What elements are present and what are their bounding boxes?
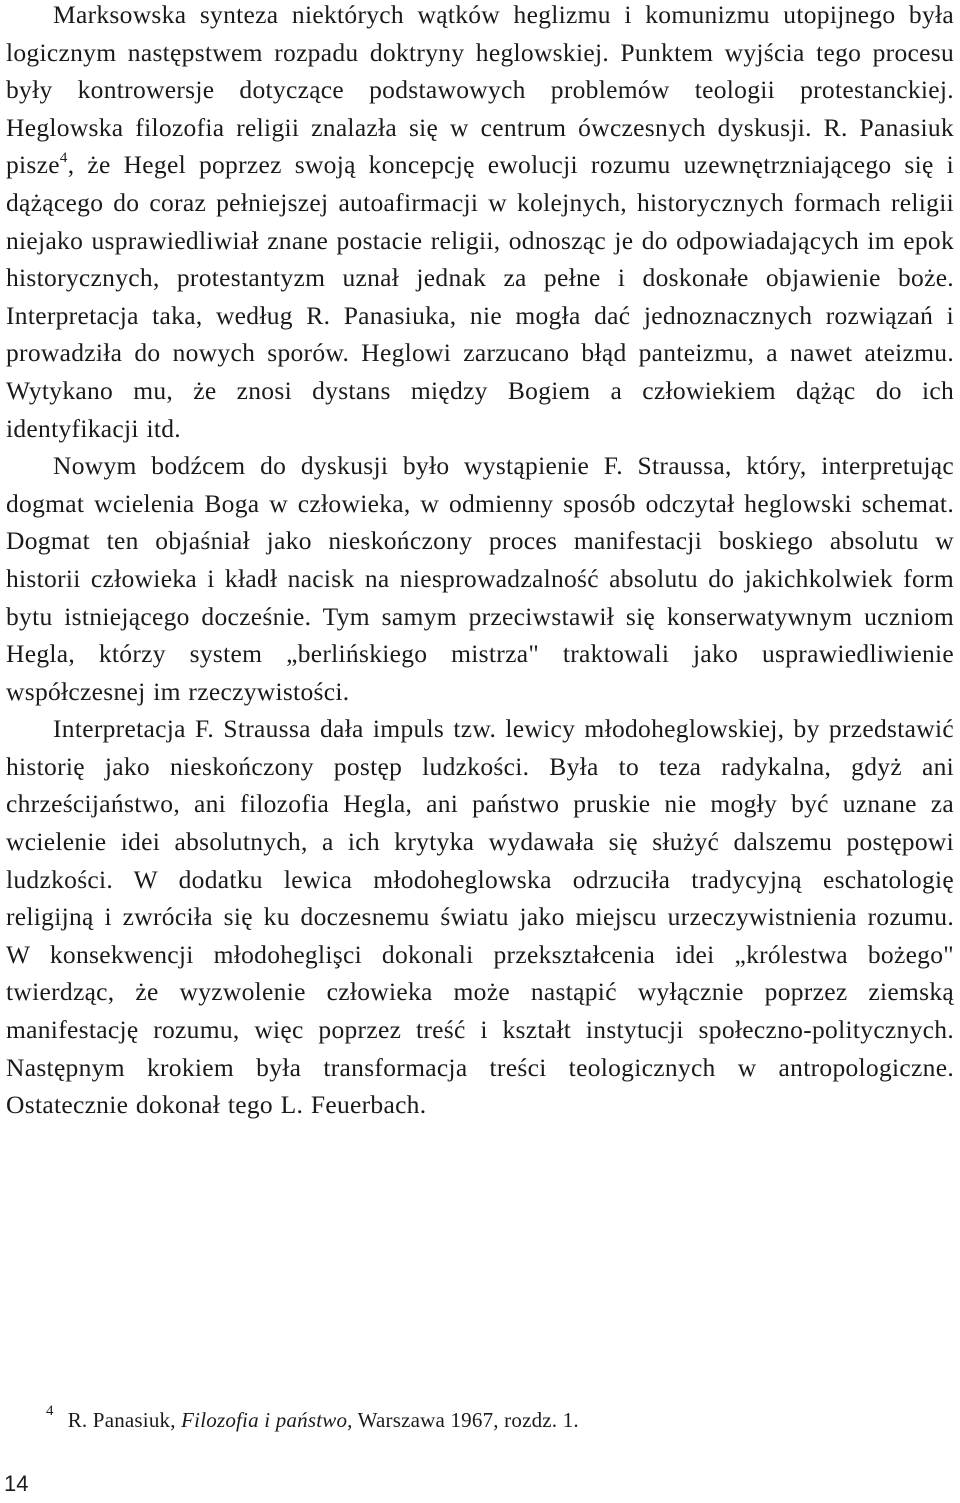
footnote <box>46 1400 946 1435</box>
footnote-title: Filozofia i państwo, <box>181 1408 353 1432</box>
paragraph-1 <box>6 0 954 447</box>
document-page <box>6 0 954 1124</box>
paragraph-3: Interpretacja F. Straussa dała impuls tzw. lewicy młodoheglowskiej, by przedstawić historię jako nieskończony postęp ludzkości. Była to teza radykalna, gdyż ani chrześcijaństwo, ani filozofia Hegla, ani państwo pruskie nie mogły być uznane za wcielenie idei absolutnych, a ich krytyka wydawała się służyć dalszemu postępowi ludzkości. W dodatku lewica młodoheglowska odrzuciła tradycyjną eschatologię religijną i zwróciła się ku doczesnemu światu jako miejscu urzeczywistnienia rozumu. W konsekwencji młodoheglişci dokonali przekształcenia idei „królestwa bożego" twierdząc, że wyzwolenie człowieka może nastąpić wyłącznie poprzez ziemską manifestację rozumu, więc poprzez treść i kształt instytucji społeczno-politycznych. Następnym krokiem była transformacja treści teologicznych w antropologiczne. Ostatecznie dokonał tego L. Feuerbach. <box>6 714 954 1120</box>
footnote-mark: 4 <box>46 1403 54 1419</box>
footnote-publication: Warszawa 1967, rozdz. 1. <box>357 1408 579 1432</box>
paragraph-1-text-a: Marksowska synteza niektórych wątków heglizmu i komunizmu utopijnego była logicznym następstwem rozpadu doktryny heglowskiej. Punktem wyjścia tego procesu były kontrowersje dotyczące podstawowych problemów teologii protestanckiej. Heglowska filozofia religii znalazła się w centrum ówczesnych dyskusji. R. Panasiuk pisze <box>6 0 954 180</box>
footnote-author: R. Panasiuk, <box>67 1408 176 1432</box>
paragraph-1-text-b: , że Hegel poprzez swoją koncepcję ewolucji rozumu uzewnętrzniającego się i dążącego do coraz pełniejszej autoafirmacji w kolejnych, historycznych formach religii niejako usprawiedliwiał znane postacie religii, odnosząc je do odpowiadających im epok historycznych, protestantyzm uznał jednak za pełne i doskonałe objawienie boże. Interpretacja taka, według R. Panasiuka, nie mogła dać jednoznacznych rozwiązań i prowadziła do nowych sporów. Heglowi zarzucano błąd panteizmu, a nawet ateizmu. Wytykano mu, że znosi dystans między Bogiem a człowiekiem dążąc do ich identyfikacji itd. <box>6 150 954 443</box>
footnote-reference[interactable]: 4 <box>59 149 68 166</box>
body-text <box>6 0 954 1124</box>
paragraph-2: Nowym bodźcem do dyskusji było wystąpienie F. Straussa, który, interpretując dogmat wcielenia Boga w człowieka, w odmienny sposób odczytał heglowski schemat. Dogmat ten objaśniał jako nieskończony proces manifestacji boskiego absolutu w historii człowieka i kładł nacisk na niesprowadzalność absolutu do jakichkolwiek form bytu istniejącego docześnie. Tym samym przeciwstawił się konserwatywnym uczniom Hegla, którzy system „berlińskiego mistrza" traktowali jako usprawiedliwienie współczesnej im rzeczywistości. <box>6 451 954 706</box>
page-number: 14 <box>4 1471 29 1496</box>
